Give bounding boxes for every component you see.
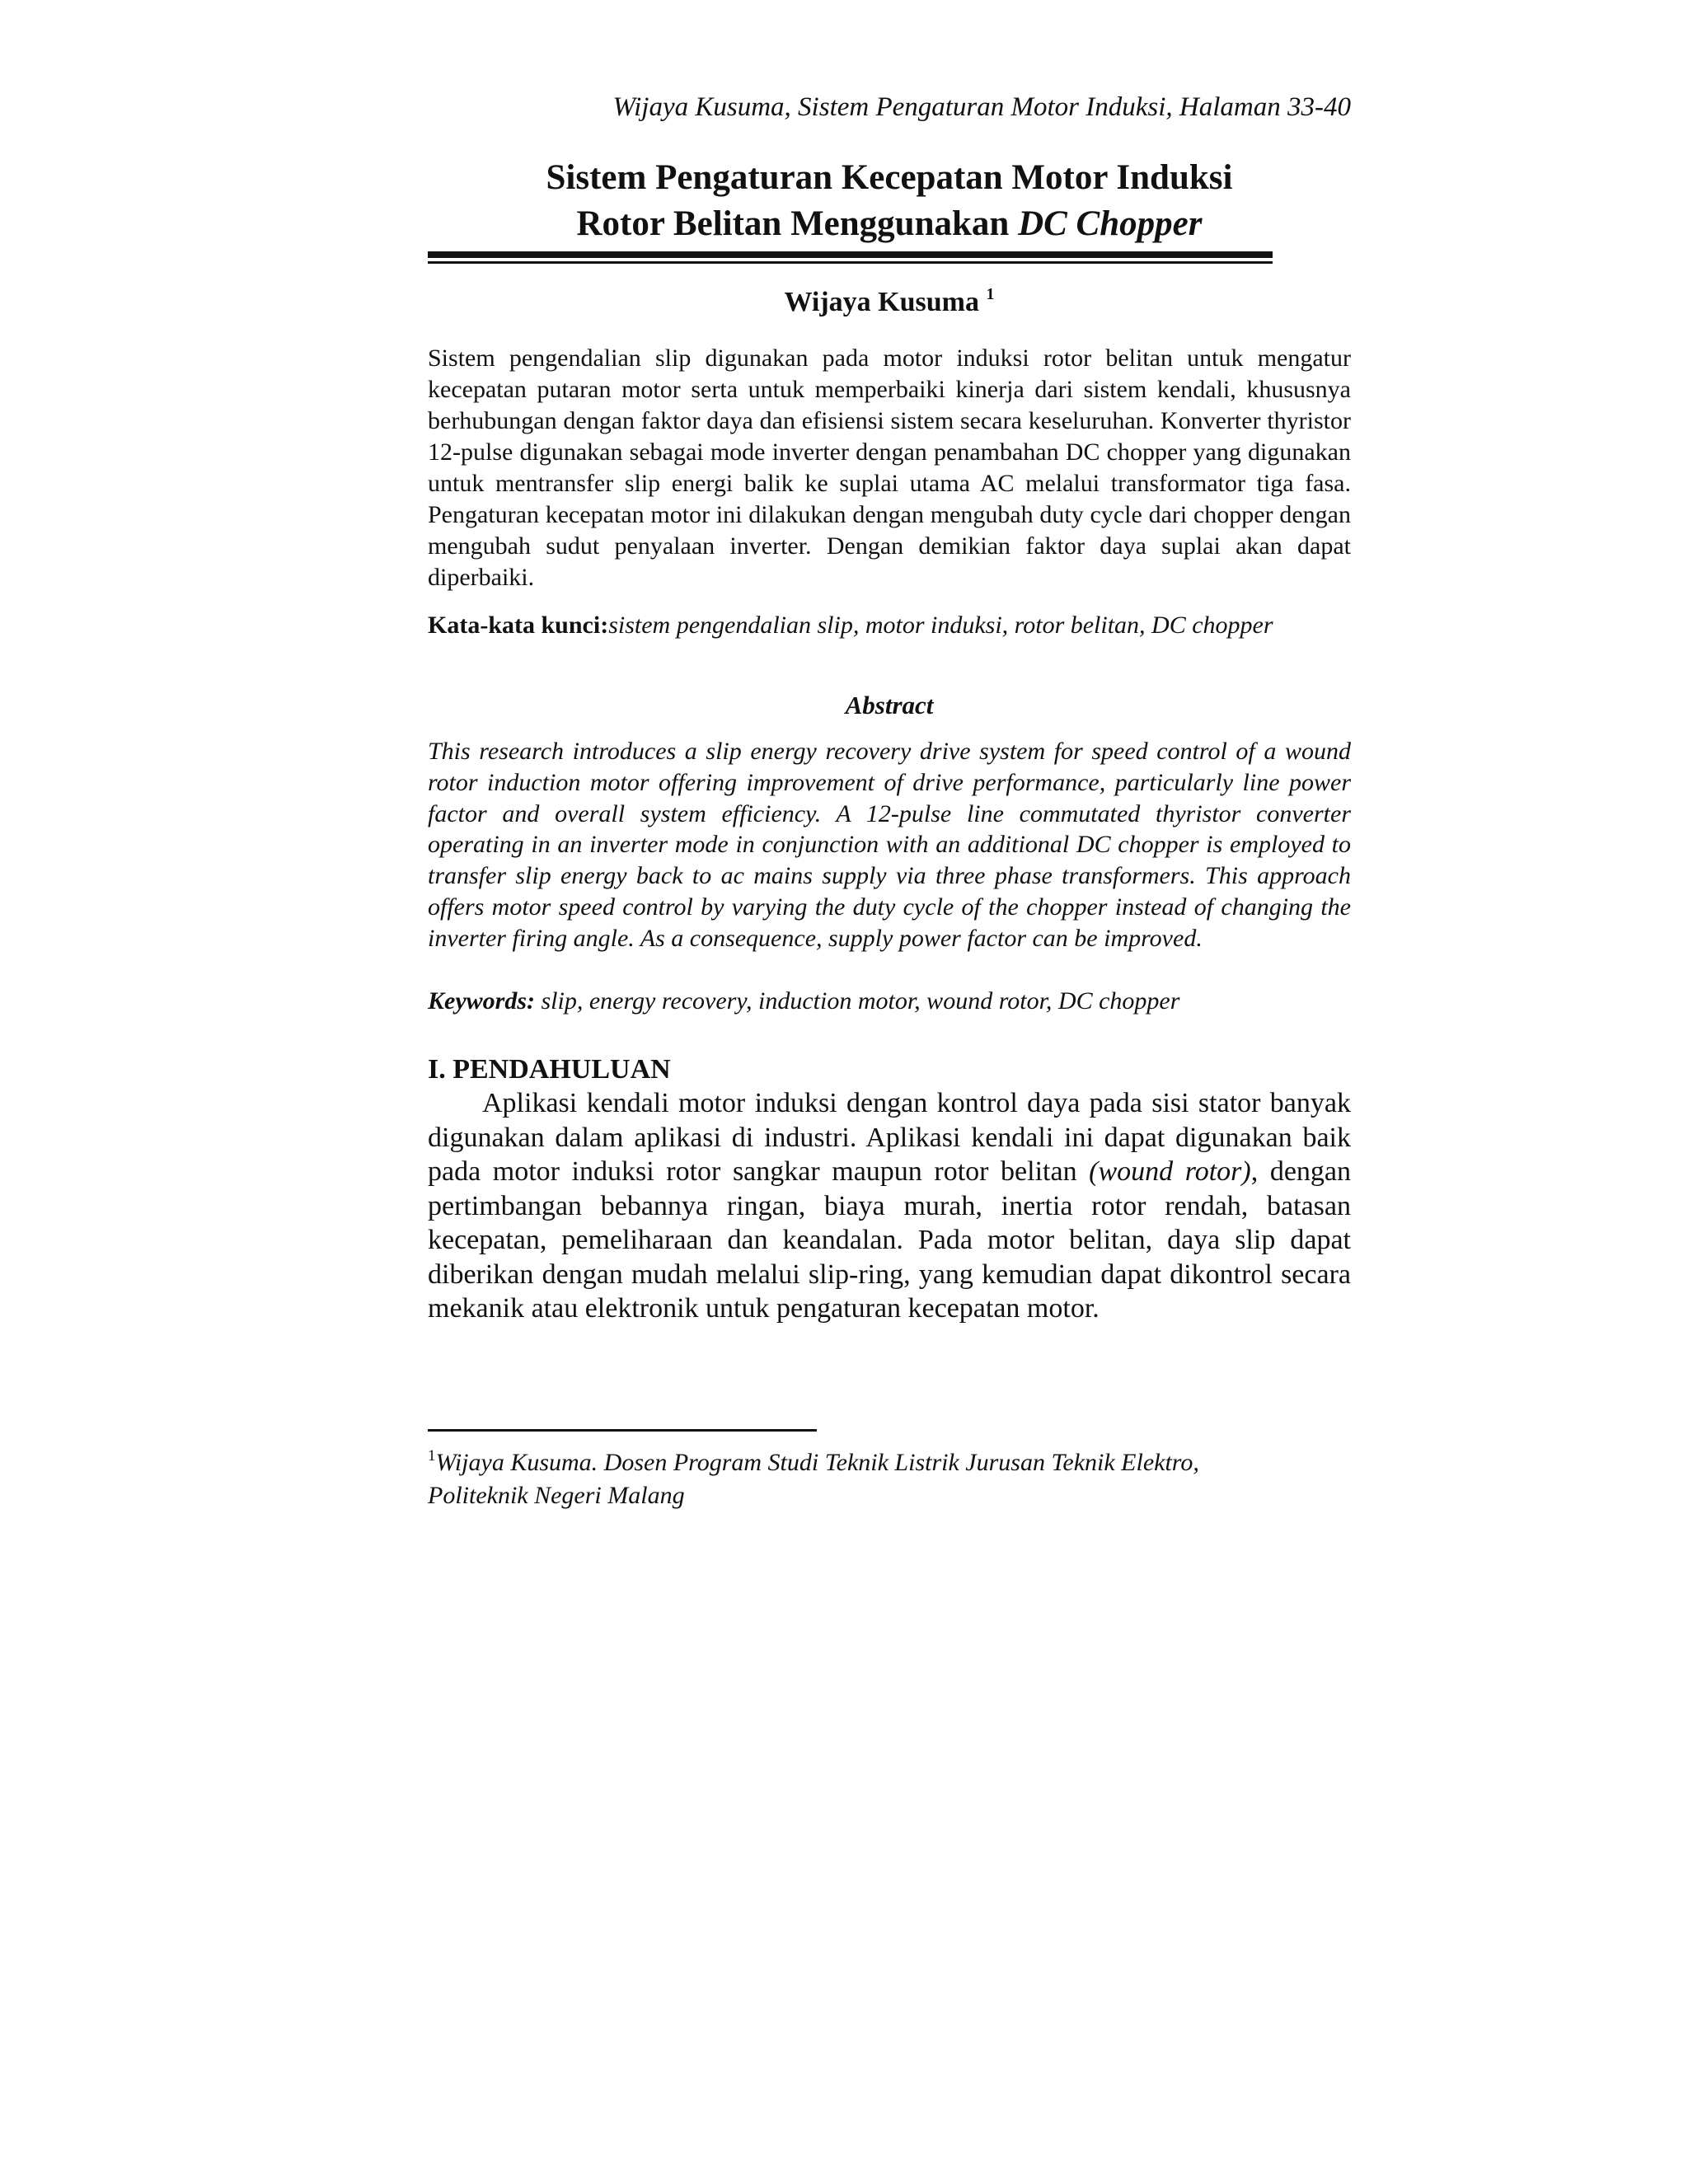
keywords-label: Keywords: [428,987,535,1015]
keywords [428,986,1351,1017]
author-name: Wijaya Kusuma [784,287,979,317]
footnote-mark: 1 [428,1447,436,1465]
title-rule-thick [428,251,1273,258]
intro-paragraph [428,1086,1351,1326]
kata-kunci-label: Kata-kata kunci: [428,612,609,639]
intro-part-1: Aplikasi kendali motor induksi dengan kontrol daya pada sisi stator banyak digunakan dalam aplikasi di industri. Aplikasi kendali ini dapat digunakan baik pada motor induksi rotor sangkar maupun rotor belitan [428,1088,1351,1187]
author-affiliation-mark: 1 [986,285,995,303]
author-line [428,274,1351,322]
abstrak-paragraph: Sistem pengendalian slip digunakan pada motor induksi rotor belitan untuk mengatur kecepatan putaran motor serta untuk memperbaiki kinerja dari sistem kendali, khususnya berhubungan dengan faktor daya dan efisiensi sistem secara keseluruhan. Konverter thyristor 12-pulse digunakan sebagai mode inverter dengan penambahan DC chopper yang digunakan untuk mentransfer slip energi balik ke suplai utama AC melalui transformator tiga fasa. Pengaturan kecepatan motor ini dilakukan dengan mengubah duty cycle dari chopper dengan mengubah sudut penyalaan inverter. Dengan demikian faktor daya suplai akan dapat diperbaiki. [428,344,1351,591]
abstract-paragraph: This research introduces a slip energy recovery drive system for speed control of a wound rotor induction motor offering improvement of drive performance, particularly line power factor and overall system efficiency. A 12-pulse line commutated thyristor converter operating in an inverter mode in conjunction with an additional DC chopper is employed to transfer slip energy back to ac mains supply via three phase transformers. This approach offers motor speed control by varying the duty cycle of the chopper instead of changing the inverter firing angle. As a consequence, supply power factor can be improved. [428,738,1351,952]
keywords-text: slip, energy recovery, induction motor, wound rotor, DC chopper [535,987,1180,1015]
footnote [428,1440,1351,1512]
kata-kunci-text: sistem pengendalian slip, motor induksi, rotor belitan, DC chopper [608,612,1273,639]
title-line-2-prefix: Rotor Belitan Menggunakan [576,204,1019,243]
footnote-line-2: Politeknik Negeri Malang [428,1482,685,1509]
title-rule-thin [428,261,1273,264]
paper-title [428,155,1351,247]
section-heading: I. PENDAHULUAN [428,1054,671,1085]
title-line-2 [428,201,1351,247]
footnote-line-1 [428,1440,1351,1479]
intro-italic: (wound rotor) [1089,1156,1251,1187]
footnote-text-1: Wijaya Kusuma. Dosen Program Studi Teknik Listrik Jurusan Teknik Elektro, [435,1449,1199,1476]
title-line-1: Sistem Pengaturan Kecepatan Motor Induksi [546,158,1233,197]
running-header: Wijaya Kusuma, Sistem Pengaturan Motor Induksi, Halaman 33-40 [612,92,1351,122]
kata-kunci [428,610,1351,641]
footnote-rule [428,1429,817,1432]
abstract-heading: Abstract [845,691,934,719]
intro-part-2: , dengan pertimbangan bebannya ringan, biaya murah, inertia rotor rendah, batasan kecepatan, pemeliharaan dan keandalan. Pada motor belitan, daya slip dapat diberikan dengan mudah melalui slip-ring, yang kemudian dapat dikontrol secara mekanik atau elektronik untuk pengaturan kecepatan motor. [428,1156,1351,1324]
title-line-2-italic: DC Chopper [1018,204,1203,243]
